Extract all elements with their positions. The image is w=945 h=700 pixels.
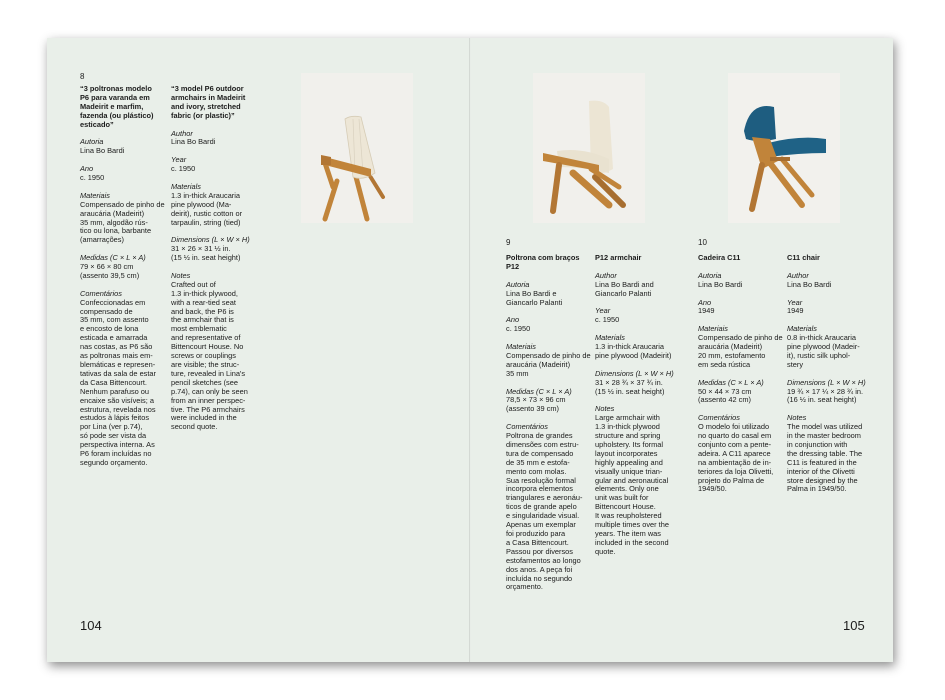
notes-text: visually unique trian- bbox=[595, 466, 663, 476]
dimensions-label: Dimensions (L × W × H) bbox=[595, 368, 674, 378]
entry-text-pt bbox=[80, 85, 166, 468]
author-label: Autoria bbox=[80, 137, 104, 147]
entry-text-pt bbox=[506, 254, 592, 592]
dimensions-text: 31 × 26 × 31 ½ in. bbox=[171, 244, 231, 254]
notes-label: Notes bbox=[595, 404, 615, 414]
notes-text: multiple times over the bbox=[595, 520, 669, 530]
notes-text: pencil sketches (see bbox=[171, 377, 238, 387]
materials-text: pine plywood (Ma- bbox=[171, 199, 232, 209]
author-text: Giancarlo Palanti bbox=[506, 297, 563, 307]
notes-text: incluída no segundo bbox=[506, 573, 573, 583]
notes-text: structure and spring bbox=[595, 431, 661, 441]
author-text: Lina Bo Bardi bbox=[787, 279, 832, 289]
notes-text: ture, revealed in Lina's bbox=[171, 368, 246, 378]
notes-label: Comentários bbox=[80, 288, 122, 298]
dimensions-label: Medidas (C × L × A) bbox=[698, 377, 764, 387]
book-gutter bbox=[469, 38, 471, 662]
materials-text: pine plywood (Madeir- bbox=[787, 342, 860, 352]
author-label: Autoria bbox=[506, 279, 530, 289]
notes-text: por Lina (ver p.74), bbox=[80, 422, 143, 432]
author-text: Lina Bo Bardi bbox=[171, 137, 216, 147]
materials-label: Materiais bbox=[698, 324, 728, 334]
materials-text: Compensado de pinho de bbox=[80, 199, 165, 209]
notes-text: estudos à lápis feitos bbox=[80, 413, 150, 423]
author-label: Author bbox=[595, 270, 617, 280]
notes-text: most emblematic bbox=[171, 324, 227, 334]
notes-text: interior of the Olivetti bbox=[787, 466, 855, 476]
year-text: 1949 bbox=[787, 306, 804, 316]
notes-text: nas costas, as P6 são bbox=[80, 342, 153, 352]
materials-text: tarpaulin, string (tied) bbox=[171, 217, 241, 227]
materials-text: 1.3 in-thick Araucaria bbox=[595, 342, 665, 352]
author-text: Lina Bo Bardi bbox=[80, 146, 125, 156]
notes-text: Palma in 1949/50. bbox=[787, 484, 847, 494]
materials-text: 20 mm, estofamento bbox=[698, 350, 766, 360]
materials-text: Compensado de pinho de bbox=[698, 333, 783, 343]
year-label: Ano bbox=[698, 297, 712, 307]
notes-text: compensado de bbox=[80, 306, 133, 316]
materials-text: 0.8 in-thick Araucaria bbox=[787, 333, 857, 343]
notes-label: Comentários bbox=[698, 413, 740, 423]
author-text: Lina Bo Bardi and bbox=[595, 279, 654, 289]
entry-number: 10 bbox=[698, 238, 707, 247]
notes-text: Passou por diversos bbox=[506, 546, 573, 556]
entry-number: 9 bbox=[506, 238, 511, 247]
materials-label: Materials bbox=[787, 324, 817, 334]
notes-text: teriores da loja Olivetti, bbox=[698, 466, 774, 476]
notes-text: Crafted out of bbox=[171, 279, 216, 289]
notes-text: p.74), can only be seen bbox=[171, 386, 248, 396]
notes-text: elements. Only one bbox=[595, 484, 659, 494]
entry-text-en bbox=[595, 254, 681, 557]
materials-label: Materiais bbox=[506, 342, 536, 352]
notes-text: the armchair that is bbox=[171, 315, 234, 325]
notes-text: from an inner perspec- bbox=[171, 395, 246, 405]
dimensions-text: (15 ½ in. seat height) bbox=[171, 253, 241, 263]
notes-text: de 35 mm e estofa- bbox=[506, 457, 570, 467]
author-text: Lina Bo Bardi bbox=[698, 279, 743, 289]
notes-text: unit was built for bbox=[595, 493, 649, 503]
notes-text: dos anos. A peça foi bbox=[506, 564, 573, 574]
year-label: Ano bbox=[506, 315, 520, 325]
notes-text: O modelo foi utilizado bbox=[698, 422, 770, 432]
notes-text: tura de compensado bbox=[506, 448, 574, 458]
dimensions-text: 79 × 66 × 80 cm bbox=[80, 262, 134, 272]
notes-text: Nenhum parafuso ou bbox=[80, 386, 150, 396]
author-text: Lina Bo Bardi e bbox=[506, 288, 557, 298]
entry-title: P12 armchair bbox=[595, 253, 642, 262]
entry-title: Poltrona com braços bbox=[506, 253, 580, 262]
notes-text: 1949/50. bbox=[698, 484, 727, 494]
dimensions-text: 50 × 44 × 73 cm bbox=[698, 386, 752, 396]
notes-text: are visible; the struc- bbox=[171, 360, 240, 370]
notes-label: Comentários bbox=[506, 422, 548, 432]
materials-text: 1.3 in-thick Araucaria bbox=[171, 190, 241, 200]
notes-text: segundo orçamento. bbox=[80, 457, 148, 467]
notes-text: gular and aeronautical bbox=[595, 475, 669, 485]
notes-text: highly appealing and bbox=[595, 457, 663, 467]
notes-text: triangulares e aeronáu- bbox=[506, 493, 583, 503]
notes-text: Apenas um exemplar bbox=[506, 520, 576, 530]
author-label: Author bbox=[787, 270, 809, 280]
entry-title: Madeirit e marfim, bbox=[80, 101, 144, 111]
notes-text: store designed by the bbox=[787, 475, 858, 485]
entry-title: Cadeira C11 bbox=[698, 253, 741, 262]
page-number-left: 104 bbox=[80, 618, 102, 633]
notes-text: encaixe são visíveis; a bbox=[80, 395, 154, 405]
materials-text: em seda rústica bbox=[698, 359, 751, 369]
materials-text: it), rustic silk uphol- bbox=[787, 350, 851, 360]
notes-text: 35 mm, com assento bbox=[80, 315, 149, 325]
year-text: c. 1950 bbox=[506, 324, 531, 334]
year-label: Year bbox=[787, 297, 803, 307]
notes-text: no quarto do casal em bbox=[698, 431, 772, 441]
notes-text: Poltrona de grandes bbox=[506, 431, 573, 441]
notes-text: 1.3 in-thick plywood bbox=[595, 422, 660, 432]
entry-title: armchairs in Madeirit bbox=[171, 92, 246, 102]
notes-text: years. The item was bbox=[595, 529, 661, 539]
dimensions-label: Dimensions (L × W × H) bbox=[787, 377, 866, 387]
entry-title: fabric (or plastic)” bbox=[171, 110, 235, 120]
year-label: Year bbox=[171, 155, 187, 165]
notes-text: 1.3 in-thick plywood, bbox=[171, 288, 238, 298]
notes-text: and representative of bbox=[171, 333, 241, 343]
entry-text-en bbox=[787, 254, 879, 494]
notes-text: included in the second bbox=[595, 537, 669, 547]
notes-text: blemáticas e represen- bbox=[80, 360, 156, 370]
notes-text: with a rear-tied seat bbox=[171, 297, 236, 307]
dimensions-text: (15 ½ in. seat height) bbox=[595, 386, 665, 396]
materials-text: tico ou lona, barbante bbox=[80, 226, 152, 236]
notes-text: e encosto de lona bbox=[80, 324, 139, 334]
entry-title: fazenda (ou plástico) bbox=[80, 110, 154, 120]
notes-text: upholstery. Its formal bbox=[595, 439, 664, 449]
year-text: c. 1950 bbox=[595, 315, 620, 325]
author-label: Autoria bbox=[698, 270, 722, 280]
notes-text: ticos de grande apelo bbox=[506, 502, 577, 512]
materials-text: pine plywood (Madeirit) bbox=[595, 350, 672, 360]
year-text: c. 1950 bbox=[80, 173, 105, 183]
notes-text: orçamento. bbox=[506, 582, 543, 592]
materials-text: 35 mm, algodão rús- bbox=[80, 217, 148, 227]
materials-text: Compensado de pinho de bbox=[506, 350, 591, 360]
notes-text: conjunto com a pente- bbox=[698, 439, 772, 449]
notes-label: Notes bbox=[787, 413, 807, 423]
notes-text: quote. bbox=[595, 546, 616, 556]
year-label: Year bbox=[595, 306, 611, 316]
notes-text: second quote. bbox=[171, 422, 218, 432]
notes-text: estofamentos ao longo bbox=[506, 555, 581, 565]
materials-label: Materials bbox=[171, 181, 201, 191]
notes-text: na ambientação de in- bbox=[698, 457, 772, 467]
notes-text: projeto do Palma de bbox=[698, 475, 765, 485]
dimensions-text: 31 × 28 ¾ × 37 ¾ in. bbox=[595, 377, 663, 387]
notes-text: as poltronas mais em- bbox=[80, 351, 153, 361]
notes-text: Bittencourt House. No bbox=[171, 342, 244, 352]
author-label: Author bbox=[171, 128, 193, 138]
notes-label: Notes bbox=[171, 270, 191, 280]
notes-text: were included in the bbox=[171, 413, 237, 423]
year-text: c. 1950 bbox=[171, 164, 196, 174]
book-spread bbox=[47, 38, 893, 662]
notes-text: a Casa Bittencourt. bbox=[506, 537, 569, 547]
materials-text: deirit), rustic cotton or bbox=[171, 208, 243, 218]
notes-text: dimensões com estru- bbox=[506, 439, 579, 449]
author-text: Giancarlo Palanti bbox=[595, 288, 652, 298]
entry-text-pt bbox=[698, 254, 784, 494]
dimensions-text: 78,5 × 73 × 96 cm bbox=[506, 395, 566, 405]
notes-text: screws or couplings bbox=[171, 351, 236, 361]
notes-text: esticada e amarrada bbox=[80, 333, 148, 343]
page-number-right: 105 bbox=[843, 618, 865, 633]
notes-text: in the master bedroom bbox=[787, 431, 861, 441]
dimensions-text: (assento 39,5 cm) bbox=[80, 270, 140, 280]
entry-title: C11 chair bbox=[787, 253, 820, 262]
notes-text: P6 foram incluídas no bbox=[80, 449, 152, 459]
notes-text: da Casa Bittencourt. bbox=[80, 377, 147, 387]
year-label: Ano bbox=[80, 164, 94, 174]
materials-label: Materials bbox=[595, 333, 625, 343]
year-text: 1949 bbox=[698, 306, 715, 316]
notes-text: Confeccionadas em bbox=[80, 297, 146, 307]
notes-text: tive. The P6 armchairs bbox=[171, 404, 245, 414]
dimensions-label: Dimensions (L × W × H) bbox=[171, 235, 250, 245]
dimensions-text: (assento 42 cm) bbox=[698, 395, 751, 405]
notes-text: perspectiva interna. As bbox=[80, 440, 155, 450]
notes-text: estrutura, revelada nos bbox=[80, 404, 156, 414]
chair-p12-photo bbox=[533, 73, 645, 223]
notes-text: in conjunction with bbox=[787, 439, 848, 449]
notes-text: incorpora elementos bbox=[506, 484, 573, 494]
dimensions-label: Medidas (C × L × A) bbox=[506, 386, 572, 396]
entry-title: P12 bbox=[506, 261, 520, 271]
notes-text: layout incorporates bbox=[595, 448, 658, 458]
materials-text: araucária (Madeirit) bbox=[506, 359, 571, 369]
notes-text: adeira. A C11 aparece bbox=[698, 448, 771, 458]
notes-text: mento com molas. bbox=[506, 466, 567, 476]
entry-title: esticado” bbox=[80, 119, 114, 129]
notes-text: foi produzido para bbox=[506, 529, 566, 539]
materials-label: Materiais bbox=[80, 190, 110, 200]
notes-text: e singularidade visual. bbox=[506, 511, 580, 521]
notes-text: Large armchair with bbox=[595, 413, 660, 423]
materials-text: (amarrações) bbox=[80, 235, 124, 245]
notes-text: the dressing table. The bbox=[787, 448, 863, 458]
notes-text: C11 is featured in the bbox=[787, 457, 857, 467]
notes-text: tativas da sala de estar bbox=[80, 368, 157, 378]
notes-text: and back, the P6 is bbox=[171, 306, 234, 316]
notes-text: só pode ser vista da bbox=[80, 431, 147, 441]
materials-text: 35 mm bbox=[506, 368, 529, 378]
notes-text: It was reupholstered bbox=[595, 511, 662, 521]
entry-title: “3 model P6 outdoor bbox=[171, 84, 244, 93]
entry-title: “3 poltronas modelo bbox=[80, 84, 152, 93]
entry-number: 8 bbox=[80, 72, 85, 81]
materials-text: araucária (Madeirit) bbox=[80, 208, 145, 218]
chair-p6-photo bbox=[301, 73, 413, 223]
entry-title: and ivory, stretched bbox=[171, 101, 241, 111]
notes-text: The model was utilized bbox=[787, 422, 863, 432]
dimensions-text: (assento 39 cm) bbox=[506, 404, 559, 414]
entry-title: P6 para varanda em bbox=[80, 92, 150, 102]
dimensions-label: Medidas (C × L × A) bbox=[80, 253, 146, 263]
materials-text: araucária (Madeirit) bbox=[698, 342, 763, 352]
dimensions-text: (16 ½ in. seat height) bbox=[787, 395, 857, 405]
entry-text-en bbox=[171, 85, 257, 432]
dimensions-text: 19 ¾ × 17 ¼ × 28 ¾ in. bbox=[787, 386, 864, 396]
chair-c11-photo bbox=[728, 73, 840, 223]
materials-text: stery bbox=[787, 359, 804, 369]
notes-text: Bittencourt House. bbox=[595, 502, 656, 512]
notes-text: Sua resolução formal bbox=[506, 475, 576, 485]
